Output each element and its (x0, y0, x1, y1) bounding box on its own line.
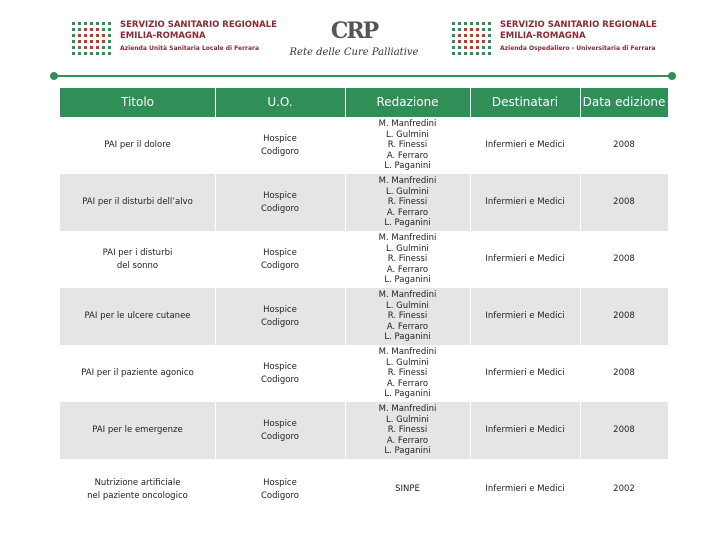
cell-text-line: Codigoro (261, 260, 299, 271)
cell-data-edizione (580, 402, 668, 459)
cell-data-edizione (580, 174, 668, 231)
cell-text-line: M. Manfredini (378, 347, 437, 358)
cell-uo (215, 459, 345, 520)
logo-line-1: SERVIZIO SANITARIO REGIONALE (120, 20, 277, 30)
cell-text-line: R. Finessi (387, 197, 428, 208)
table-row (60, 345, 668, 402)
cell-text-line: M. Manfredini (378, 233, 437, 244)
column-divider (470, 88, 471, 520)
header-divider (54, 75, 672, 77)
table-row (60, 117, 668, 174)
cell-text-line: PAI per il dolore (104, 140, 171, 150)
documents-table (60, 88, 668, 520)
cell-text-line: Infermieri e Medici (485, 425, 565, 435)
cell-text-line: 2008 (613, 254, 635, 264)
column-divider (215, 88, 216, 520)
logo-line-2: EMILIA-ROMAGNA (500, 31, 586, 41)
cell-text-line: 2008 (613, 368, 635, 378)
cell-text-line: R. Finessi (387, 368, 428, 379)
cell-text-line: 2008 (613, 197, 635, 207)
table-row (60, 402, 668, 459)
cell-titolo (60, 459, 215, 520)
column-divider (580, 88, 581, 520)
column-header-uo: U.O. (267, 95, 293, 109)
cell-text-line: M. Manfredini (378, 404, 437, 415)
table-row (60, 174, 668, 231)
cell-data-edizione (580, 288, 668, 345)
cell-text-line: Codigoro (261, 203, 299, 214)
cell-titolo (60, 345, 215, 402)
cell-uo (215, 231, 345, 288)
cell-text-line: R. Finessi (387, 140, 428, 151)
cell-titolo (60, 231, 215, 288)
cell-redazione (345, 288, 470, 345)
cell-text-line: SINPE (395, 484, 420, 495)
cell-uo (215, 174, 345, 231)
cell-text-line: R. Finessi (387, 425, 428, 436)
cell-text-line: Hospice (263, 418, 297, 429)
cell-text-line: Hospice (263, 477, 297, 488)
cell-text-line: L. Paganini (384, 275, 431, 286)
cell-text-line: L. Gulmini (386, 243, 429, 254)
cell-destinatari (470, 117, 580, 174)
cell-text-line: L. Gulmini (386, 414, 429, 425)
cell-text-line: PAI per le emergenze (92, 425, 183, 435)
cell-titolo (60, 117, 215, 174)
cell-redazione (345, 174, 470, 231)
cell-text-line: Infermieri e Medici (485, 311, 565, 321)
logo-line-3: Azienda Unità Sanitaria Locale di Ferrara (120, 45, 260, 52)
cell-text-line: Infermieri e Medici (485, 368, 565, 378)
cell-text-line: A. Ferraro (386, 150, 429, 161)
cell-text-line: L. Gulmini (386, 357, 429, 368)
cell-text-line: Hospice (263, 247, 297, 258)
table-row (60, 459, 668, 520)
cell-text-line: PAI per il paziente agonico (81, 368, 194, 378)
cell-text-line: PAI per i disturbi (102, 247, 173, 258)
cell-text-line: 2008 (613, 311, 635, 321)
cell-data-edizione (580, 117, 668, 174)
cell-redazione (345, 402, 470, 459)
crp-caption: Rete delle Cure Palliative (289, 47, 419, 58)
cell-uo (215, 402, 345, 459)
logo-line-1: SERVIZIO SANITARIO REGIONALE (500, 20, 657, 30)
cell-text-line: Hospice (263, 190, 297, 201)
cell-titolo (60, 288, 215, 345)
cell-text-line: A. Ferraro (386, 378, 429, 389)
cell-destinatari (470, 174, 580, 231)
cell-text-line: Infermieri e Medici (485, 484, 565, 494)
cell-titolo (60, 174, 215, 231)
page-header (0, 0, 720, 75)
cell-destinatari (470, 231, 580, 288)
cell-text-line: del sonno (116, 260, 159, 271)
cell-text-line: Codigoro (261, 374, 299, 385)
cell-uo (215, 345, 345, 402)
aou-ferrara-logo (450, 18, 660, 66)
cell-text-line: A. Ferraro (386, 264, 429, 275)
cell-text-line: A. Ferraro (386, 435, 429, 446)
cell-text-line: R. Finessi (387, 311, 428, 322)
cell-text-line: 2008 (613, 425, 635, 435)
crp-mark: CRP (330, 18, 378, 44)
cell-destinatari (470, 459, 580, 520)
column-divider (345, 88, 346, 520)
logo-line-3: Azienda Ospedaliero - Universitaria di Ferrara (500, 45, 656, 52)
cell-destinatari (470, 288, 580, 345)
cell-text-line: 2002 (613, 484, 635, 494)
cell-data-edizione (580, 459, 668, 520)
cell-text-line: Codigoro (261, 431, 299, 442)
table-header (60, 88, 668, 117)
cell-data-edizione (580, 231, 668, 288)
cell-text-line: Hospice (263, 304, 297, 315)
cell-redazione (345, 459, 470, 520)
divider-dot-right (668, 72, 676, 80)
cell-text-line: L. Gulmini (386, 186, 429, 197)
cell-text-line: PAI per il disturbi dell’alvo (82, 197, 193, 207)
cell-text-line: PAI per le ulcere cutanee (84, 311, 191, 321)
cell-text-line: L. Paganini (384, 446, 431, 457)
cell-text-line: Nutrizione artificiale (94, 477, 181, 488)
column-header-redazione: Redazione (376, 95, 439, 109)
cell-redazione (345, 117, 470, 174)
cell-text-line: A. Ferraro (386, 321, 429, 332)
cell-text-line: L. Paganini (384, 218, 431, 229)
cell-text-line: L. Paganini (384, 161, 431, 172)
crp-logo (288, 18, 420, 68)
ausl-ferrara-logo (70, 18, 277, 66)
cell-text-line: L. Paganini (384, 332, 431, 343)
cell-text-line: Codigoro (261, 146, 299, 157)
column-header-destinatari: Destinatari (491, 95, 559, 109)
cell-text-line: R. Finessi (387, 254, 428, 265)
column-header-titolo: Titolo (120, 95, 155, 109)
cell-destinatari (470, 402, 580, 459)
table-row (60, 231, 668, 288)
cell-text-line: Infermieri e Medici (485, 197, 565, 207)
cell-text-line: A. Ferraro (386, 207, 429, 218)
cell-text-line: Infermieri e Medici (485, 254, 565, 264)
table-row (60, 288, 668, 345)
cell-text-line: L. Gulmini (386, 300, 429, 311)
cell-text-line: Codigoro (261, 490, 299, 501)
cell-titolo (60, 402, 215, 459)
cell-text-line: 2008 (613, 140, 635, 150)
cell-text-line: nel paziente oncologico (87, 490, 188, 501)
cell-text-line: Codigoro (261, 317, 299, 328)
cell-text-line: Hospice (263, 133, 297, 144)
cell-redazione (345, 345, 470, 402)
divider-dot-left (50, 72, 58, 80)
regional-logo-icon (70, 20, 114, 60)
logo-line-2: EMILIA-ROMAGNA (120, 31, 206, 41)
cell-redazione (345, 231, 470, 288)
cell-text-line: M. Manfredini (378, 290, 437, 301)
column-header-data-edizione: Data edizione (582, 95, 666, 109)
cell-uo (215, 288, 345, 345)
cell-text-line: M. Manfredini (378, 119, 437, 130)
cell-data-edizione (580, 345, 668, 402)
cell-text-line: L. Gulmini (386, 129, 429, 140)
cell-text-line: Infermieri e Medici (485, 140, 565, 150)
cell-text-line: M. Manfredini (378, 176, 437, 187)
cell-destinatari (470, 345, 580, 402)
cell-text-line: Hospice (263, 361, 297, 372)
cell-text-line: L. Paganini (384, 389, 431, 400)
cell-uo (215, 117, 345, 174)
regional-logo-icon (450, 20, 494, 60)
